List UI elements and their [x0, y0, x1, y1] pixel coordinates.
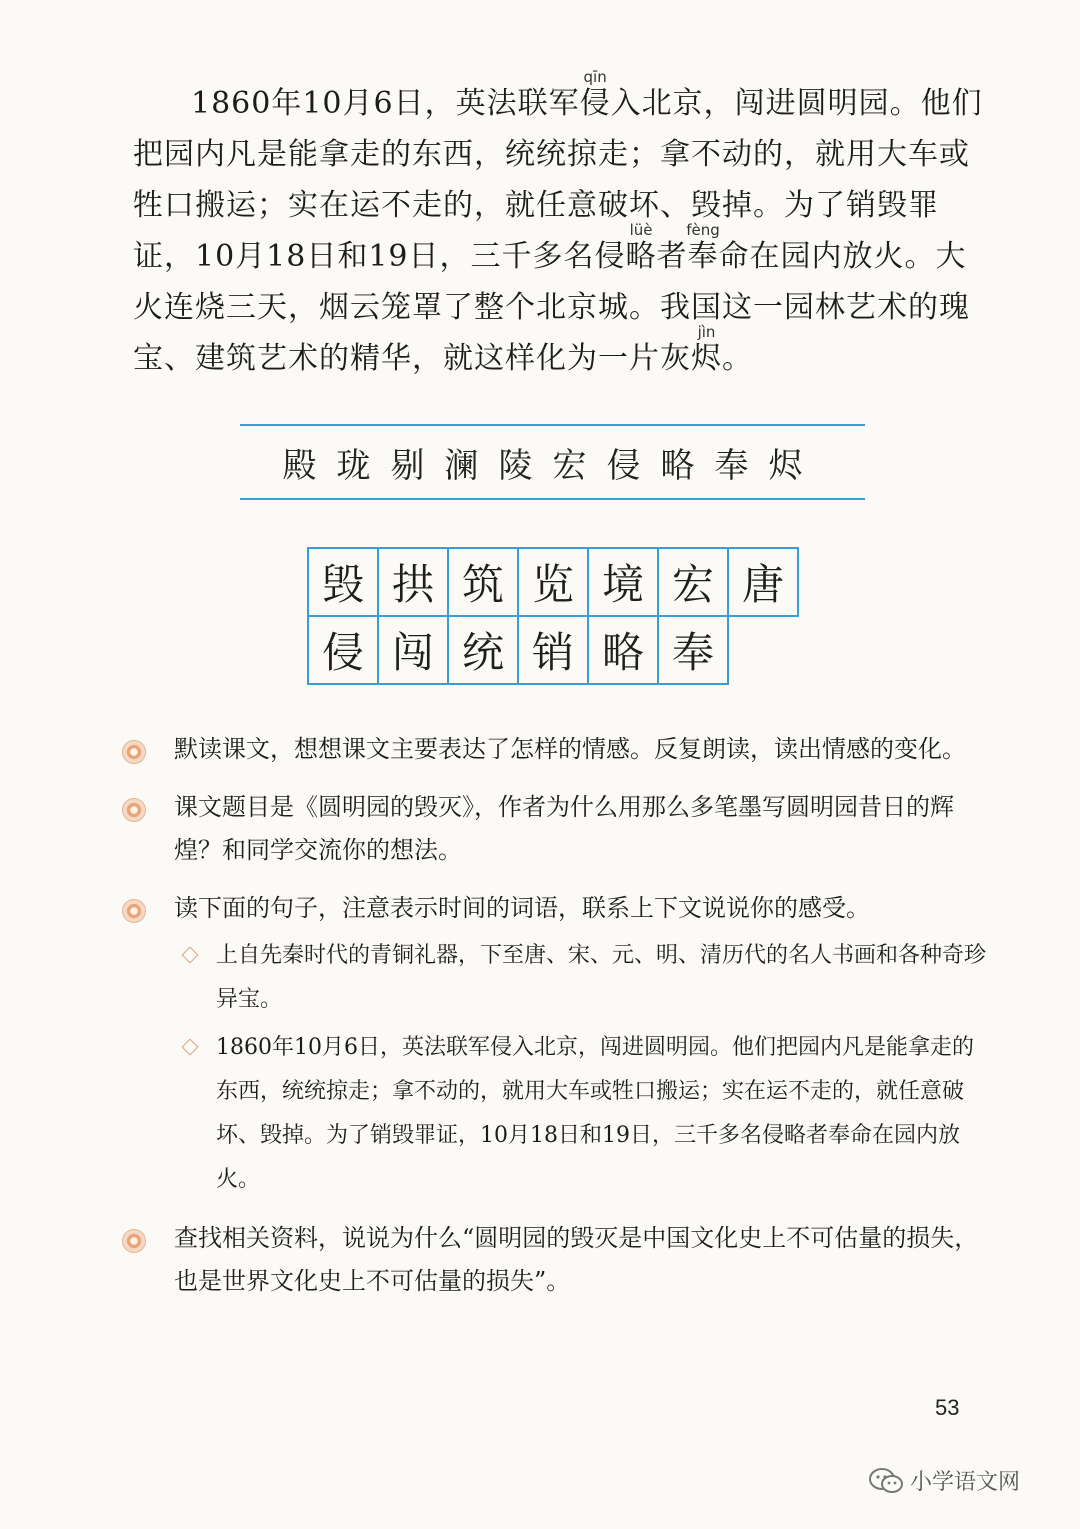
diamond-icon — [182, 1039, 199, 1056]
recognition-characters-band — [240, 424, 865, 500]
sentence-item — [176, 1026, 988, 1202]
exercise-item — [118, 887, 988, 1202]
grid-cell: 奉 — [658, 616, 728, 684]
grid-cell: 筑 — [448, 548, 518, 616]
grid-cell: 拱 — [378, 548, 448, 616]
sentence-text: 1860年10月6日，英法联军侵入北京，闯进圆明园。他们把园内凡是能拿走的东西，统统掠走；拿不动的，就用大车或牲口搬运；实在运不走的，就任意破坏、毁掉。为了销毁罪证，10月18日和19日，三千多名侵略者奉命在园内放火。 — [216, 1035, 974, 1192]
passage-paragraph: 1860年10月6日，英法联军侵qīn入北京，闯进圆明园。他们把园内凡是能拿走的东西，统统掠走；拿不动的，就用大车或牲口搬运；实在运不走的，就任意破坏、毁掉。为了销毁罪证，10月18日和19日，三千多名侵略lüè者奉fèng命在园内放火。大火连烧三天，烟云笼罩了整个北京城。我国这一园林艺术的瑰宝、建筑艺术的精华，就这样化为一片灰烬jìn。 — [133, 68, 983, 376]
grid-cell: 览 — [518, 548, 588, 616]
page-number: 53 — [935, 1395, 960, 1420]
grid-cell-empty — [728, 616, 798, 684]
grid-cell: 略 — [588, 616, 658, 684]
watermark-text: 小学语文网 — [910, 1470, 1021, 1495]
grid-cell: 境 — [588, 548, 658, 616]
sentence-list — [176, 934, 988, 1202]
grid-cell: 侵 — [308, 616, 378, 684]
ruby-jin: 烬jìn — [691, 323, 722, 376]
grid-cell: 唐 — [728, 548, 798, 616]
writing-grid — [307, 547, 799, 685]
exercise-item — [118, 728, 988, 771]
sentence-text: 上自先秦时代的青铜礼器，下至唐、宋、元、明、清历代的名人书画和各种奇珍异宝。 — [216, 943, 987, 1012]
grid-cell: 统 — [448, 616, 518, 684]
writing-grid-row — [308, 616, 798, 684]
flower-bullet-icon — [122, 1229, 146, 1253]
exercise-list — [118, 728, 988, 1303]
writing-grid-row — [308, 548, 798, 616]
exercise-text: 读下面的句子，注意表示时间的词语，联系上下文说说你的感受。 — [174, 894, 870, 922]
watermark — [868, 1465, 1020, 1496]
grid-cell: 毁 — [308, 548, 378, 616]
exercise-item — [118, 786, 988, 872]
sentence-item — [176, 934, 988, 1022]
ruby-qin: 侵qīn — [579, 68, 611, 121]
grid-cell: 销 — [518, 616, 588, 684]
grid-cell: 闯 — [378, 616, 448, 684]
grid-cell: 宏 — [658, 548, 728, 616]
exercise-text: 课文题目是《圆明园的毁灭》，作者为什么用那么多笔墨写圆明园昔日的辉煌？和同学交流你的想法。 — [174, 793, 954, 864]
flower-bullet-icon — [122, 740, 146, 764]
ruby-feng: 奉fèng — [686, 221, 720, 274]
exercise-text: 默读课文，想想课文主要表达了怎样的情感。反复朗读，读出情感的变化。 — [174, 735, 966, 763]
passage — [133, 70, 988, 384]
exercise-item — [118, 1217, 988, 1303]
recognition-characters: 殿珑剔澜陵宏侵略奉烬 — [282, 445, 823, 486]
flower-bullet-icon — [122, 899, 146, 923]
diamond-icon — [182, 947, 199, 964]
ruby-lue: 略lüè — [625, 221, 657, 274]
exercise-text: 查找相关资料，说说为什么“圆明园的毁灭是中国文化史上不可估量的损失，也是世界文化史上不可估量的损失”。 — [174, 1224, 979, 1295]
flower-bullet-icon — [122, 798, 146, 822]
wechat-icon — [868, 1467, 904, 1495]
